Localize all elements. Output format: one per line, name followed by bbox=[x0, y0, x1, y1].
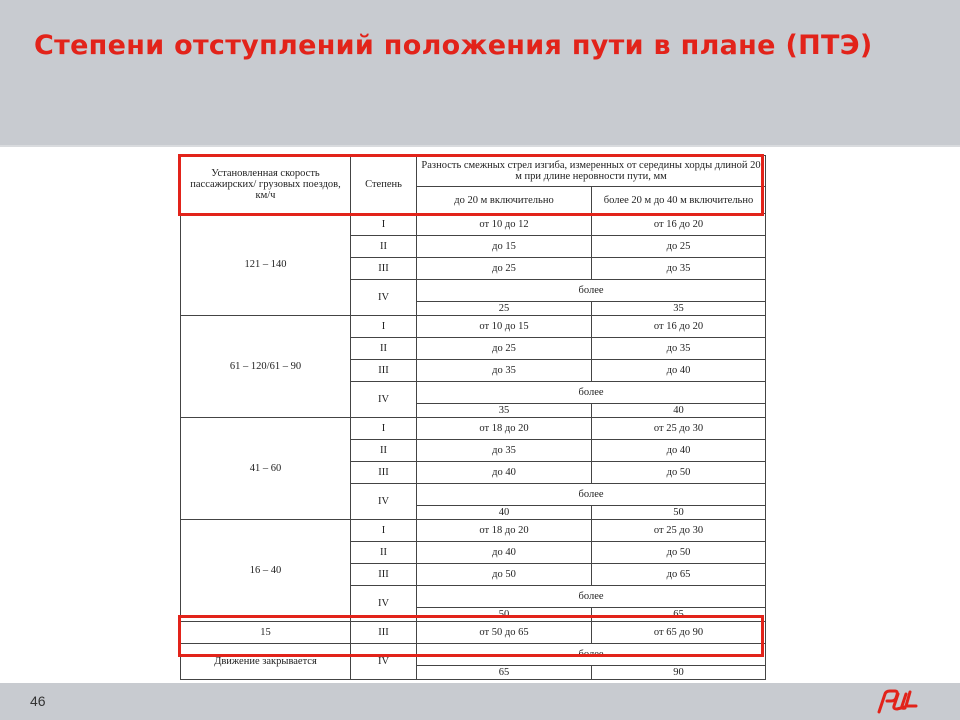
value-long-cell: до 35 bbox=[592, 338, 766, 360]
value-long-cell: до 50 bbox=[592, 462, 766, 484]
deviation-table bbox=[180, 155, 766, 680]
header-short: до 20 м включительно bbox=[417, 187, 592, 214]
more-cell: более bbox=[417, 382, 766, 404]
header-divider bbox=[0, 145, 960, 147]
value-long-cell: от 16 до 20 bbox=[592, 214, 766, 236]
rzd-logo-icon bbox=[876, 686, 922, 716]
degree-cell: II bbox=[351, 542, 417, 564]
value-short-cell: 65 bbox=[417, 666, 592, 680]
degree-cell: IV bbox=[351, 280, 417, 316]
value-short-cell: до 15 bbox=[417, 236, 592, 258]
scanned-table bbox=[180, 155, 765, 680]
value-long-cell: до 50 bbox=[592, 542, 766, 564]
value-short-cell: 25 bbox=[417, 302, 592, 316]
value-short-cell: до 40 bbox=[417, 542, 592, 564]
degree-cell: II bbox=[351, 236, 417, 258]
value-long-cell: от 65 до 90 bbox=[592, 622, 766, 644]
value-long-cell: 40 bbox=[592, 404, 766, 418]
value-long-cell: до 40 bbox=[592, 440, 766, 462]
degree-cell: III bbox=[351, 360, 417, 382]
degree-cell: III bbox=[351, 258, 417, 280]
more-cell: более bbox=[417, 644, 766, 666]
value-long-cell: до 40 bbox=[592, 360, 766, 382]
page-number: 46 bbox=[30, 693, 46, 709]
speed-cell: 16 – 40 bbox=[181, 520, 351, 622]
value-short-cell: до 35 bbox=[417, 440, 592, 462]
value-long-cell: до 25 bbox=[592, 236, 766, 258]
degree-cell: IV bbox=[351, 382, 417, 418]
slide-footer bbox=[0, 683, 960, 720]
value-short-cell: до 50 bbox=[417, 564, 592, 586]
value-short-cell: от 18 до 20 bbox=[417, 520, 592, 542]
value-short-cell: 40 bbox=[417, 506, 592, 520]
value-short-cell: от 18 до 20 bbox=[417, 418, 592, 440]
value-long-cell: до 65 bbox=[592, 564, 766, 586]
degree-cell: IV bbox=[351, 644, 417, 680]
degree-cell: I bbox=[351, 214, 417, 236]
value-long-cell: 65 bbox=[592, 608, 766, 622]
more-cell: более bbox=[417, 484, 766, 506]
header-degree: Степень bbox=[351, 156, 417, 214]
value-short-cell: 35 bbox=[417, 404, 592, 418]
table-row-closed bbox=[181, 644, 766, 666]
header-long: более 20 м до 40 м включительно bbox=[592, 187, 766, 214]
closed-speed-cell: Движение закрывается bbox=[181, 644, 351, 680]
value-short-cell: от 10 до 15 bbox=[417, 316, 592, 338]
value-long-cell: от 25 до 30 bbox=[592, 418, 766, 440]
table-row bbox=[181, 520, 766, 542]
value-short-cell: от 50 до 65 bbox=[417, 622, 592, 644]
degree-cell: II bbox=[351, 338, 417, 360]
degree-cell: IV bbox=[351, 586, 417, 622]
table-row bbox=[181, 316, 766, 338]
value-short-cell: до 25 bbox=[417, 338, 592, 360]
table-row bbox=[181, 622, 766, 644]
degree-cell: I bbox=[351, 418, 417, 440]
value-long-cell: 90 bbox=[592, 666, 766, 680]
header-speed: Установленная скорость пассажирских/ грузовых поездов, км/ч bbox=[181, 156, 351, 214]
slide-header bbox=[0, 0, 960, 145]
value-long-cell: от 16 до 20 bbox=[592, 316, 766, 338]
speed-cell: 15 bbox=[181, 622, 351, 644]
degree-cell: IV bbox=[351, 484, 417, 520]
degree-cell: I bbox=[351, 520, 417, 542]
more-cell: более bbox=[417, 280, 766, 302]
value-short-cell: 50 bbox=[417, 608, 592, 622]
degree-cell: III bbox=[351, 564, 417, 586]
slide-title: Степени отступлений положения пути в плане (ПТЭ) bbox=[34, 30, 873, 61]
value-long-cell: 50 bbox=[592, 506, 766, 520]
value-short-cell: до 25 bbox=[417, 258, 592, 280]
value-short-cell: до 35 bbox=[417, 360, 592, 382]
degree-cell: II bbox=[351, 440, 417, 462]
table-row bbox=[181, 418, 766, 440]
value-long-cell: до 35 bbox=[592, 258, 766, 280]
more-cell: более bbox=[417, 586, 766, 608]
degree-cell: III bbox=[351, 462, 417, 484]
speed-cell: 61 – 120/61 – 90 bbox=[181, 316, 351, 418]
speed-cell: 41 – 60 bbox=[181, 418, 351, 520]
value-short-cell: от 10 до 12 bbox=[417, 214, 592, 236]
degree-cell: III bbox=[351, 622, 417, 644]
speed-cell: 121 – 140 bbox=[181, 214, 351, 316]
header-diff: Разность смежных стрел изгиба, измеренных от середины хорды длиной 20 м при длине неровности пути, мм bbox=[417, 156, 766, 187]
value-long-cell: 35 bbox=[592, 302, 766, 316]
value-long-cell: от 25 до 30 bbox=[592, 520, 766, 542]
degree-cell: I bbox=[351, 316, 417, 338]
value-short-cell: до 40 bbox=[417, 462, 592, 484]
table-row bbox=[181, 214, 766, 236]
